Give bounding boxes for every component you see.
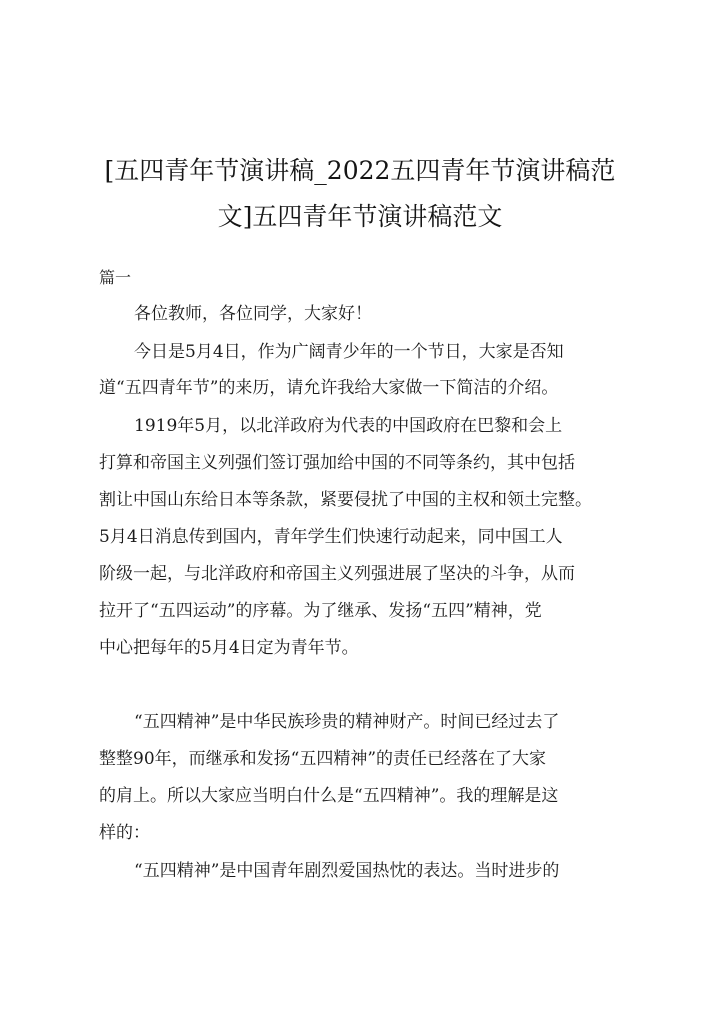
section-heading: 篇一 bbox=[99, 268, 132, 287]
text-line: 拉开了“五四运动”的序幕。为了继承、发扬“五四”精神，党 bbox=[99, 601, 542, 621]
text-line: 今日是5月4日，作为广阔青少年的一个节日，大家是否知 bbox=[134, 342, 564, 362]
title-line-2: 文]五四青年节演讲稿范文 bbox=[217, 202, 503, 231]
text-line: 样的： bbox=[99, 823, 150, 843]
text-line: “五四精神”是中国青年剧烈爱国热忱的表达。当时进步的 bbox=[134, 861, 560, 881]
text-line: 阶级一起，与北洋政府和帝国主义列强进展了坚决的斗争，从而 bbox=[99, 564, 575, 584]
text-line: “五四精神”是中华民族珍贵的精神财产。时间已经过去了 bbox=[134, 712, 560, 732]
text-line: 整整90年，而继承和发扬“五四精神”的责任已经落在了大家 bbox=[99, 749, 547, 769]
text-line: 道“五四青年节”的来历，请允许我给大家做一下简洁的介绍。 bbox=[99, 378, 559, 398]
text-line: 5月4日消息传到国内，青年学生们快速行动起来，同中国工人 bbox=[99, 527, 563, 547]
text-line: 割让中国山东给日本等条款，紧要侵扰了中国的主权和领土完整。 bbox=[99, 490, 592, 510]
text-line: 的肩上。所以大家应当明白什么是“五四精神”。我的理解是这 bbox=[99, 786, 559, 806]
document-title bbox=[60, 148, 660, 240]
text-line: 各位教师，各位同学，大家好！ bbox=[134, 304, 372, 324]
title-line-1: [五四青年节演讲稿_2022五四青年节演讲稿范 bbox=[104, 156, 616, 185]
text-line: 打算和帝国主义列强们签订强加给中国的不同等条约，其中包括 bbox=[99, 453, 575, 473]
text-line: 中心把每年的5月4日定为青年节。 bbox=[99, 638, 359, 658]
text-line: 1919年5月，以北洋政府为代表的中国政府在巴黎和会上 bbox=[134, 416, 563, 436]
